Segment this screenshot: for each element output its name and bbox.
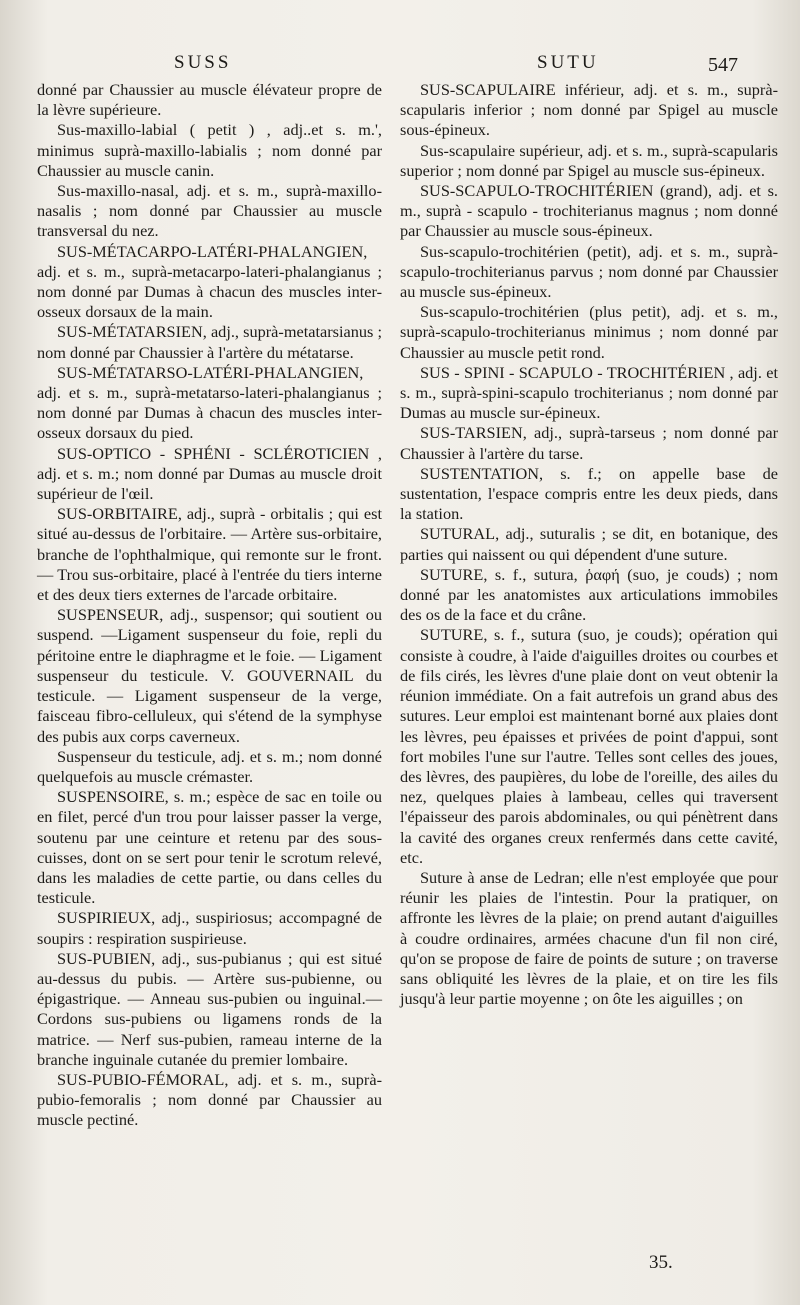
- entry-paragraph: SUSPENSEUR, adj., suspensor; qui soutient ou suspend. —Ligament suspenseur du foie, repli du péritoine entre le diaphragme et le foie. — Ligament suspenseur du testicule. V. GOUVERNAIL du testicule. — Ligament suspenseur de la verge, faisceau fibro-celluleux, qui s'étend de la symphyse des pubis aux corps caverneux.: [37, 605, 382, 746]
- entry-paragraph: Suspenseur du testicule, adj. et s. m.; nom donné quelquefois au muscle crémaster.: [37, 746, 382, 786]
- entry-paragraph: Sus-scapulaire supérieur, adj. et s. m., suprà-scapularis superior ; nom donné par Spigel au muscle sus-épineux.: [400, 140, 778, 180]
- entry-paragraph: SUS-MÉTATARSO-LATÉRI-PHALANGIEN, adj. et s. m., suprà-metatarso-lateri-phalangianus ; nom donné par Dumas à chacun des muscles inter-osseux dorsaux du pied.: [37, 362, 382, 443]
- page-number: 547: [708, 54, 738, 76]
- entry-paragraph: SUSPENSOIRE, s. m.; espèce de sac en toile ou en filet, percé d'un trou pour laisser passer la verge, soutenu par une ceinture et retenu par des sous-cuisses, dont on se sert pour tenir le scrotum relevé, dans les maladies de cette partie, ou dans celles du testicule.: [37, 787, 382, 908]
- entry-paragraph: Suture à anse de Ledran; elle n'est employée que pour réunir les plaies de l'intestin. Pour la pratiquer, on affronte les lèvres de la plaie; on prend autant d'aiguilles à coudre ordinaires, armées chacune d'un fil non ciré, qu'on se propose de faire de points de suture ; on traverse sans obliquité les lèvres de la plaie, et on tire les fils jusqu'à leur partie moyenne ; on ôte les aiguilles ; on: [400, 867, 778, 1009]
- header-right-title: SUTU: [537, 52, 599, 73]
- entry-paragraph: Sus-maxillo-nasal, adj. et s. m., suprà-maxillo-nasalis ; nom donné par Chaussier au muscle transversal du nez.: [37, 181, 382, 241]
- entry-paragraph: donné par Chaussier au muscle élévateur propre de la lèvre supérieure.: [37, 80, 382, 120]
- entry-paragraph: SUS - SPINI - SCAPULO - TROCHITÉRIEN , adj. et s. m., suprà-spini-scapulo trochiterianus ; nom donné par Dumas au muscle sur-épineux.: [400, 362, 778, 423]
- entry-paragraph: SUS-MÉTACARPO-LATÉRI-PHALANGIEN, adj. et s. m., suprà-metacarpo-lateri-phalangianus ; nom donné par Dumas à chacun des muscles inter-osseux dorsaux de la main.: [37, 241, 382, 322]
- entry-paragraph: SUS-SCAPULO-TROCHITÉRIEN (grand), adj. et s. m., suprà - scapulo - trochiterianus magnus ; nom donné par Chaussier au muscle sous-épineux.: [400, 181, 778, 241]
- entry-paragraph: SUTURAL, adj., suturalis ; se dit, en botanique, des parties qui naissent ou qui dépendent d'une suture.: [400, 524, 778, 564]
- entry-paragraph: Sus-maxillo-labial ( petit ) , adj..et s. m.', minimus suprà-maxillo-labialis ; nom donné par Chaussier au muscle canin.: [37, 120, 382, 180]
- entry-paragraph: SUTURE, s. f., sutura (suo, je couds); opération qui consiste à coudre, à l'aide d'aiguilles droites ou courbes et de fils cirés, les lèvres d'une plaie dont on veut obtenir la réunion immédiate. On a fait autrefois un grand abus des sutures. Leur emploi est maintenant borné aux plaies dont les lèvres, peu épaisses et privées de point d'appui, sont fort mobiles l'une sur l'autre. Telles sont celles des joues, des lèvres, des paupières, du lobe de l'oreille, des ailes du nez, quelques plaies à lambeau, celles qui traversent l'épaisseur des parois abdominales, ou qui pénètrent dans la cavité des organes creux renfermés dans cette cavité, etc.: [400, 625, 778, 867]
- header-left-title: SUSS: [174, 52, 232, 73]
- entry-paragraph: SUSTENTATION, s. f.; on appelle base de sustentation, l'espace compris entre les deux pieds, dans la station.: [400, 463, 778, 524]
- entry-paragraph: SUS-TARSIEN, adj., suprà-tarseus ; nom donné par Chaussier à l'artère du tarse.: [400, 423, 778, 463]
- left-column: [37, 80, 382, 1131]
- entry-paragraph: SUS-MÉTATARSIEN, adj., suprà-metatarsianus ; nom donné par Chaussier à l'artère du métatarse.: [37, 322, 382, 362]
- running-header: [0, 52, 800, 82]
- signature-mark: 35.: [649, 1252, 673, 1273]
- entry-paragraph: SUS-ORBITAIRE, adj., suprà - orbitalis ; qui est situé au-dessus de l'orbitaire. — Artère sus-orbitaire, branche de l'ophthalmique, qui remonte sur le front. — Trou sus-orbitaire, placé à l'entrée du tiers interne et des deux tiers externes de l'arcade orbitaire.: [37, 504, 382, 605]
- entry-paragraph: SUS-PUBIEN, adj., sus-pubianus ; qui est situé au-dessus du pubis. — Artère sus-pubienne, ou épigastrique. — Anneau sus-pubien ou inguinal.—Cordons sus-pubiens ou ligamens ronds de la matrice. — Nerf sus-pubien, rameau interne de la branche inguinale cutanée du premier lombaire.: [37, 948, 382, 1069]
- entry-paragraph: Sus-scapulo-trochitérien (plus petit), adj. et s. m., suprà-scapulo-trochiterianus minimus ; nom donné par Chaussier au muscle petit rond.: [400, 302, 778, 362]
- entry-paragraph: SUS-SCAPULAIRE inférieur, adj. et s. m., suprà-scapularis inferior ; nom donné par Spigel au muscle sous-épineux.: [400, 80, 778, 140]
- right-column: [400, 80, 778, 1009]
- entry-paragraph: SUSPIRIEUX, adj., suspiriosus; accompagné de soupirs : respiration suspirieuse.: [37, 908, 382, 948]
- entry-paragraph: SUS-PUBIO-FÉMORAL, adj. et s. m., suprà-pubio-femoralis ; nom donné par Chaussier au muscle pectiné.: [37, 1069, 382, 1130]
- entry-paragraph: SUS-OPTICO - SPHÉNI - SCLÉROTICIEN , adj. et s. m.; nom donné par Dumas au muscle droit supérieur de l'œil.: [37, 443, 382, 504]
- entry-paragraph: Sus-scapulo-trochitérien (petit), adj. et s. m., suprà-scapulo-trochiterianus parvus ; nom donné par Chaussier au muscle sus-épineux.: [400, 241, 778, 302]
- entry-paragraph: SUTURE, s. f., sutura, ῥαφή (suo, je couds) ; nom donné par les anatomistes aux articulations immobiles des os de la face et du crâne.: [400, 564, 778, 625]
